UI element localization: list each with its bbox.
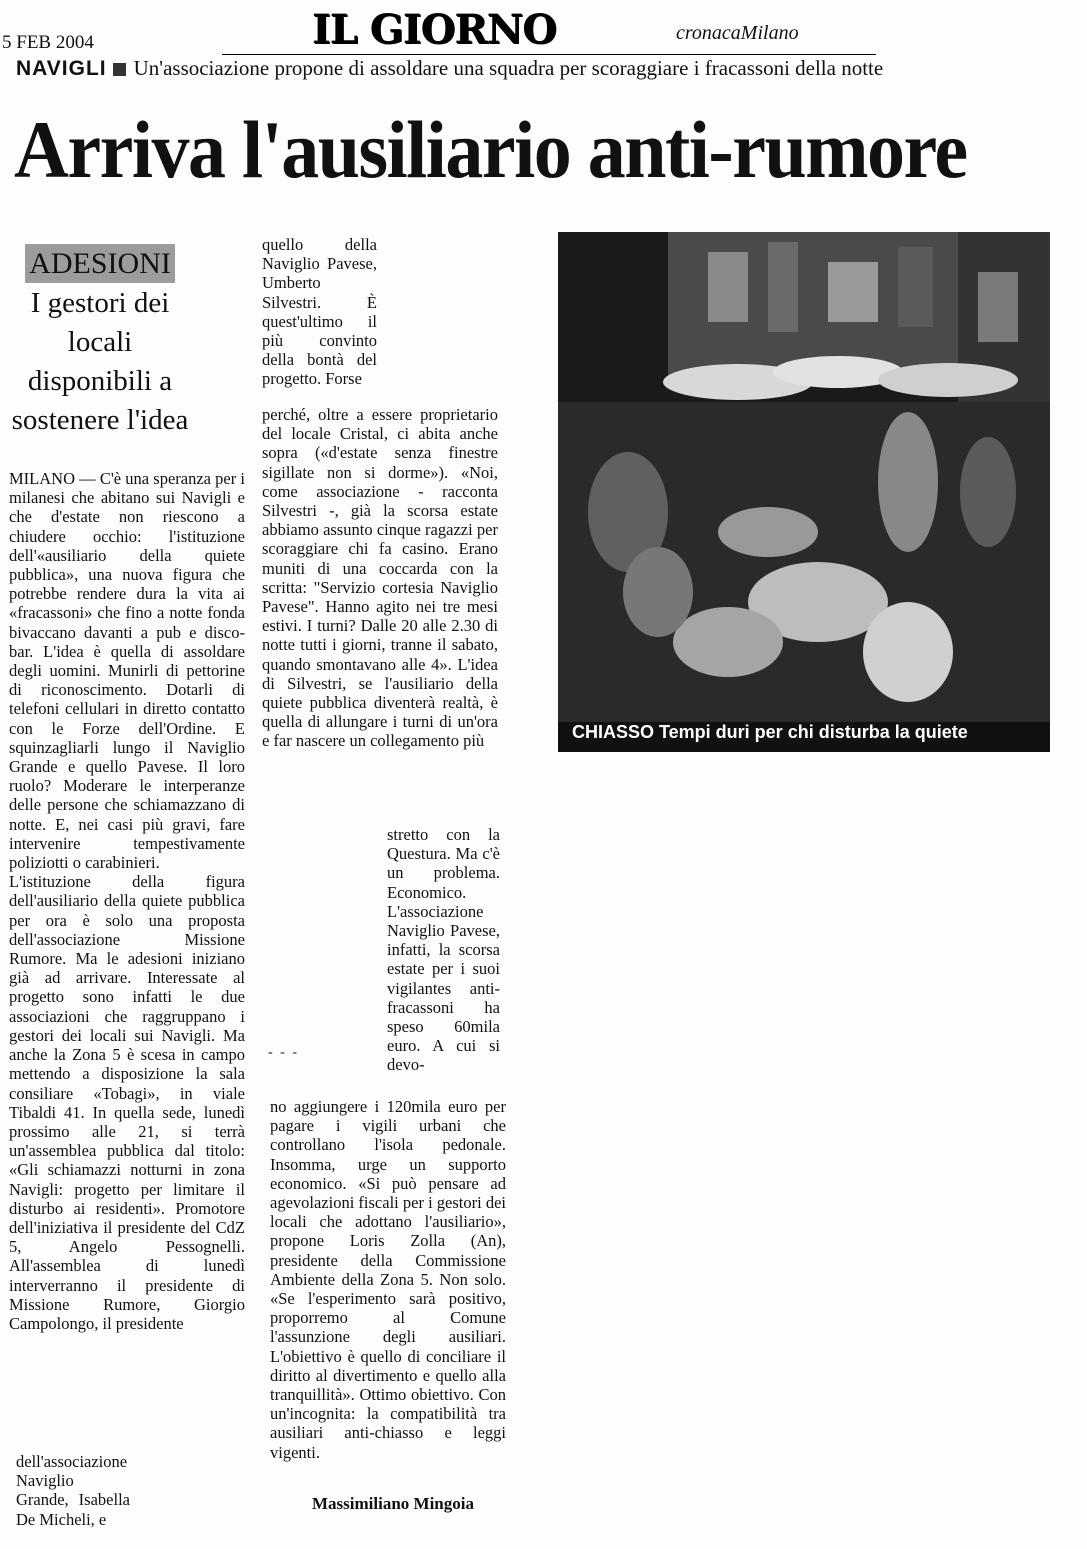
article-column-1 <box>9 469 245 1333</box>
article-paragraph: MILANO — C'è una speranza per i milanesi che abitano sui Navigli e che d'estate non riescono a chiudere occhio: l'istituzione dell'«ausiliario della quiete pubblica», una nuova figura che potrebbe rendere dura la vita ai «fracassoni» che fino a notte fonda bivaccano davanti a pub e disco-bar. L'idea è quella di assoldare degli uomini. Munirli di pettorine di riconoscimento. Dotarli di telefoni cellulari in diretto contatto con le Forze dell'Ordine. E squinzagliarli lungo il Naviglio Grande e quello Pavese. Il loro ruolo? Moderare le interperanze delle persone che schiamazzano di notte. E, nei casi più gravi, fare intervenire tempestivamente poliziotti o carabinieri. <box>9 469 245 873</box>
article-column-2-top: quello della Naviglio Pavese, Umberto Silvestri. È quest'ultimo il più convinto della bontà del progetto. Forse <box>262 235 377 389</box>
article-column-2-narrow: stretto con la Questura. Ma c'è un problema. Economico. L'associazione Naviglio Pavese, infatti, la scorsa estate per i suoi vigilantes anti-fracassoni ha speso 60mila euro. A cui si devo- <box>387 825 500 1075</box>
news-photo <box>558 232 1050 752</box>
publication-date: 5 FEB 2004 <box>2 32 94 53</box>
masthead-logo: IL GIORNO <box>312 6 557 53</box>
kicker <box>16 56 883 81</box>
section-label: cronacaMilano <box>676 22 799 44</box>
masthead-rule <box>222 54 876 55</box>
byline: Massimiliano Mingoia <box>312 1494 474 1513</box>
kicker-text: Un'associazione propone di assoldare una squadra per scoraggiare i fracassoni della notte <box>133 56 884 80</box>
article-column-2-bottom: no aggiungere i 120mila euro per pagare i vigili urbani che controllano l'isola pedonale. Insomma, urge un supporto economico. «Si può pensare ad agevolazioni fiscali per i gestori dei locali che adottano l'ausiliario», propone Loris Zolla (An), presidente della Commissione Ambiente della Zona 5. Non solo. «Se l'esperimento sarà positivo, proporremo al Comune l'assunzione degli ausiliari. L'obiettivo è quello di conciliare il diritto al divertimento e quello alla tranquillità». Ottimo obiettivo. Con un'incognita: la compatibilità tra ausiliari anti-chiasso e leggi vigenti. <box>270 1097 506 1462</box>
ellipsis-mark: - - - <box>268 1045 299 1060</box>
square-bullet-icon <box>113 63 126 76</box>
sidebar-subtitle: I gestori dei locali disponibili a sostenere l'idea <box>11 287 189 436</box>
article-paragraph: L'istituzione della figura dell'ausiliario della quiete pubblica per ora è solo una proposta dell'associazione Missione Rumore. Ma le adesioni iniziano già ad arrivare. Interessate al progetto sono infatti le due associazioni che raggruppano i gestori dei locali sui Navigli. Ma anche la Zona 5 è scesa in campo mettendo a disposizione la sala consiliare «Tobagi», in viale Tibaldi 41. In quella sede, lunedì prossimo alle 21, si terrà un'assemblea pubblica dal titolo: «Gli schiamazzi notturni in zona Navigli: progetto per limitare il disturbo ai residenti». Promotore dell'iniziativa il presidente del CdZ 5, Angelo Pessognelli. All'assemblea di lunedì interverranno il presidente di Missione Rumore, Giorgio Campolongo, il presidente <box>9 872 245 1333</box>
article-column-1-tail: dell'associazione Naviglio Grande, Isabella De Micheli, e <box>16 1452 130 1529</box>
sidebar-keyword: ADESIONI <box>25 244 175 283</box>
kicker-label: NAVIGLI <box>16 57 107 80</box>
sidebar-heading <box>10 244 190 440</box>
article-column-2-wide: perché, oltre a essere proprietario del locale Cristal, ci abita anche sopra («d'estate senza finestre sigillate non si dorme»). «Noi, come associazione - racconta Silvestri -, già la scorsa estate abbiamo assunto cinque ragazzi per scoraggiare chi fa casino. Erano muniti di una coccarda con la scritta: "Servizio cortesia Naviglio Pavese". Hanno agito nei tre mesi estivi. I turni? Dalle 20 alle 2.30 di notte tutti i giorni, tranne il sabato, quando smontavano alle 4». L'idea di Silvestri, se l'ausiliario della quiete pubblica diventerà realtà, è quella di allungare i turni di un'ora e far nascere un collegamento più <box>262 405 498 751</box>
street-cafe-photo-image <box>558 232 1050 752</box>
photo-caption: CHIASSO Tempi duri per chi disturba la quiete <box>572 722 968 742</box>
headline: Arriva l'ausiliario anti-rumore <box>14 104 967 196</box>
